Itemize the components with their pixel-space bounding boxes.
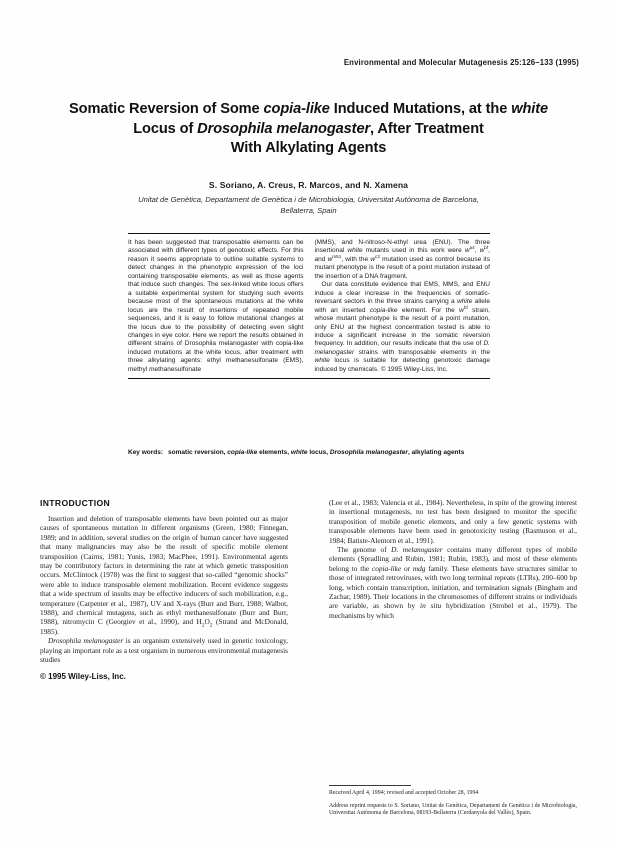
keywords-row	[128, 448, 490, 457]
title-italic-white: white	[511, 101, 548, 117]
allele-superscript-c2: c2	[375, 253, 380, 259]
abstract-paragraph: It has been suggested that transposable elements can be associated with different types of genotoxic effects. For this reason it seems appropriate to outline suitable systems to detect changes in the phenotypic expression of the loci containing transposable elements, as well as those agents that induce such changes. The sex-linked white locus offers a suitable experimental system for studying such events because most of the spontaneous mutations at the white locus are the result of insertions of repeated mobile sequences, and it is easy to follow mutational changes at the locus due to the possibility of detecting even slight changes in eye color. Here we report the results obtained in different strains of Drosophila melanogaster with copia-like induced mutations at the white locus, after treatment with three alkylating agents: ethyl methanesulfonate (EMS), methyl methanesulfonate	[128, 239, 304, 373]
footnote-reprint-address: Address reprint requests to S. Soriano, Unitat de Genètica, Departament de Genètica i de Microbiologia, Universitat Autònoma de Barcelona, 08193-Bellaterra (Cerdanyola del Vallès), Spain.	[329, 802, 577, 817]
publisher-copyright: © 1995 Wiley-Liss, Inc.	[40, 671, 126, 681]
abstract-copyright: © 1995 Wiley-Liss, Inc.	[380, 365, 448, 373]
abstract-paragraph: Our data constitute evidence that EMS, MMS, and ENU induce a clear increase in the frequencies of somatic-reversant sectors in the three strains carrying a white allele with an inserted copia-like element. For the $w^{bf}$ strain, whose mutant phenotype is the result of a point mutation, only ENU at the highest concentration tested is able to induce a significant increase in the somatic reversion frequency. In addition, our results indicate that the use of D. melanogaster strains with transposable elements in the white locus is suitable for detecting genotoxic damage induced by chemicals. © 1995 Wiley-Liss, Inc.	[314, 281, 491, 373]
abstract-paragraph: (MMS), and N-nitroso-N-ethyl urea (ENU). The three insertional white mutants used in this work were $w^{a4}$, $w^{bf}$, and $w^{m51}$, with the $w^{c2}$ mutation used as control because its mutant phenotype is the result of a point mutation instead of the insertion of a DNA fragment.	[314, 239, 490, 280]
abstract-column-right	[315, 239, 491, 374]
introduction-paragraph: (Lee et al., 1983; Valencia et al., 1984). Nevertheless, in spite of the growing interest in insertional mutagenesis, no test has been designed to monitor the specific transposition of mobile genetic elements, and only a few genetic systems with transposable elements have been used in genotoxicity testing (Rasmuson et al., 1984; Batiste-Alentorn et al., 1991).	[329, 498, 577, 545]
title-part: Induced Mutations, at the	[329, 101, 512, 117]
article-title-line-1	[48, 100, 569, 120]
keywords-label: Key words:	[128, 449, 164, 456]
introduction-heading: INTRODUCTION	[40, 498, 111, 508]
abstract-columns	[128, 239, 490, 374]
title-part: Locus of	[133, 120, 198, 137]
title-italic-copia-like: copia-like	[263, 101, 330, 117]
allele-superscript-m51: m51	[332, 253, 342, 259]
title-part: , After Treatment	[370, 120, 484, 137]
introduction-paragraph: Drosophila melanogaster is an organism extensively used in genetic toxicology, playing an important role as a test organism in numerous environmental mutagenesis studies	[40, 636, 288, 665]
body-column-right	[329, 498, 577, 818]
body-columns	[40, 498, 577, 818]
article-title-line-3: With Alkylating Agents	[230, 140, 387, 156]
affiliation-line-1: Unitat de Genètica, Departament de Genètica i de Microbiologia, Universitat Autònoma de Barcelona,	[138, 195, 479, 204]
abstract-box	[128, 233, 490, 379]
keywords-value: somatic reversion, copia-like elements, white locus, Drosophila melanogaster, alkylating agents	[168, 449, 465, 456]
article-title-line-2	[48, 120, 569, 140]
introduction-paragraph: The genome of D. melanogaster contains many different types of mobile elements (Spradling and Rubin, 1981; Rubin, 1983), and most of these elements belong to the copia-like or mdg family. These elements have structures similar to those of integrated retroviruses, with two long terminal repeats (LTRs), 200–600 bp long, which contain transcription, initiation, and termination signals (Bingham and Zachar, 1989). Their locations in the chromosomes of different strains or individuals are variable, as shown by in situ hybridization (Strobel et al., 1979). The mechanisms by which	[329, 545, 578, 620]
author-affiliation	[40, 195, 577, 216]
title-block	[48, 100, 569, 159]
affiliation-line-2: Bellaterra, Spain	[280, 205, 337, 215]
title-italic-species: Drosophila melanogaster	[197, 120, 371, 137]
footnote-block	[329, 785, 577, 818]
introduction-paragraph: Insertion and deletion of transposable elements have been pointed out as major causes of spontaneous mutation in different organisms (Green, 1980; Finnegan, 1989; and in addition, several studies on the origin of human cancer have suggested that many malignancies may also be the result of specific mobile element transposition (Cairns, 1981; Yunis, 1983; MacPhee, 1991). Environmental agents may be contributory factors in determining the rate at which genetic transposition occurs. McClintock (1978) was the first to suggest that so-called “genomic shocks” were able to induce transposable element mobilization. Recent evidence suggests that a wide spectrum of insults may be effective inducers of such mobilization, e.g., temperature (Carpenter et al., 1987), UV and X-rays (Burr and Burr, 1988; Walbot, 1988), and chemical mutagens, such as ethyl methanesulfonate (Burr and Burr, 1988), nitromycin C (Georgiev et al., 1990), and $H_2O_2$ (Strand and McDonald, 1985).	[40, 514, 288, 636]
allele-superscript-bf: bf	[484, 245, 489, 251]
journal-running-head: Environmental and Molecular Mutagenesis 25:126–133 (1995)	[343, 58, 579, 67]
author-list: S. Soriano, A. Creus, R. Marcos, and N. Xamena	[208, 180, 409, 190]
footnote-received-date: Received April 4, 1994; revised and accepted October 28, 1994	[329, 789, 479, 796]
abstract-column-left	[128, 239, 304, 374]
title-part: Somatic Reversion of Some	[69, 101, 264, 117]
footnote-divider	[329, 785, 411, 786]
body-column-left	[40, 498, 288, 818]
allele-superscript-a4: a4	[469, 245, 475, 251]
